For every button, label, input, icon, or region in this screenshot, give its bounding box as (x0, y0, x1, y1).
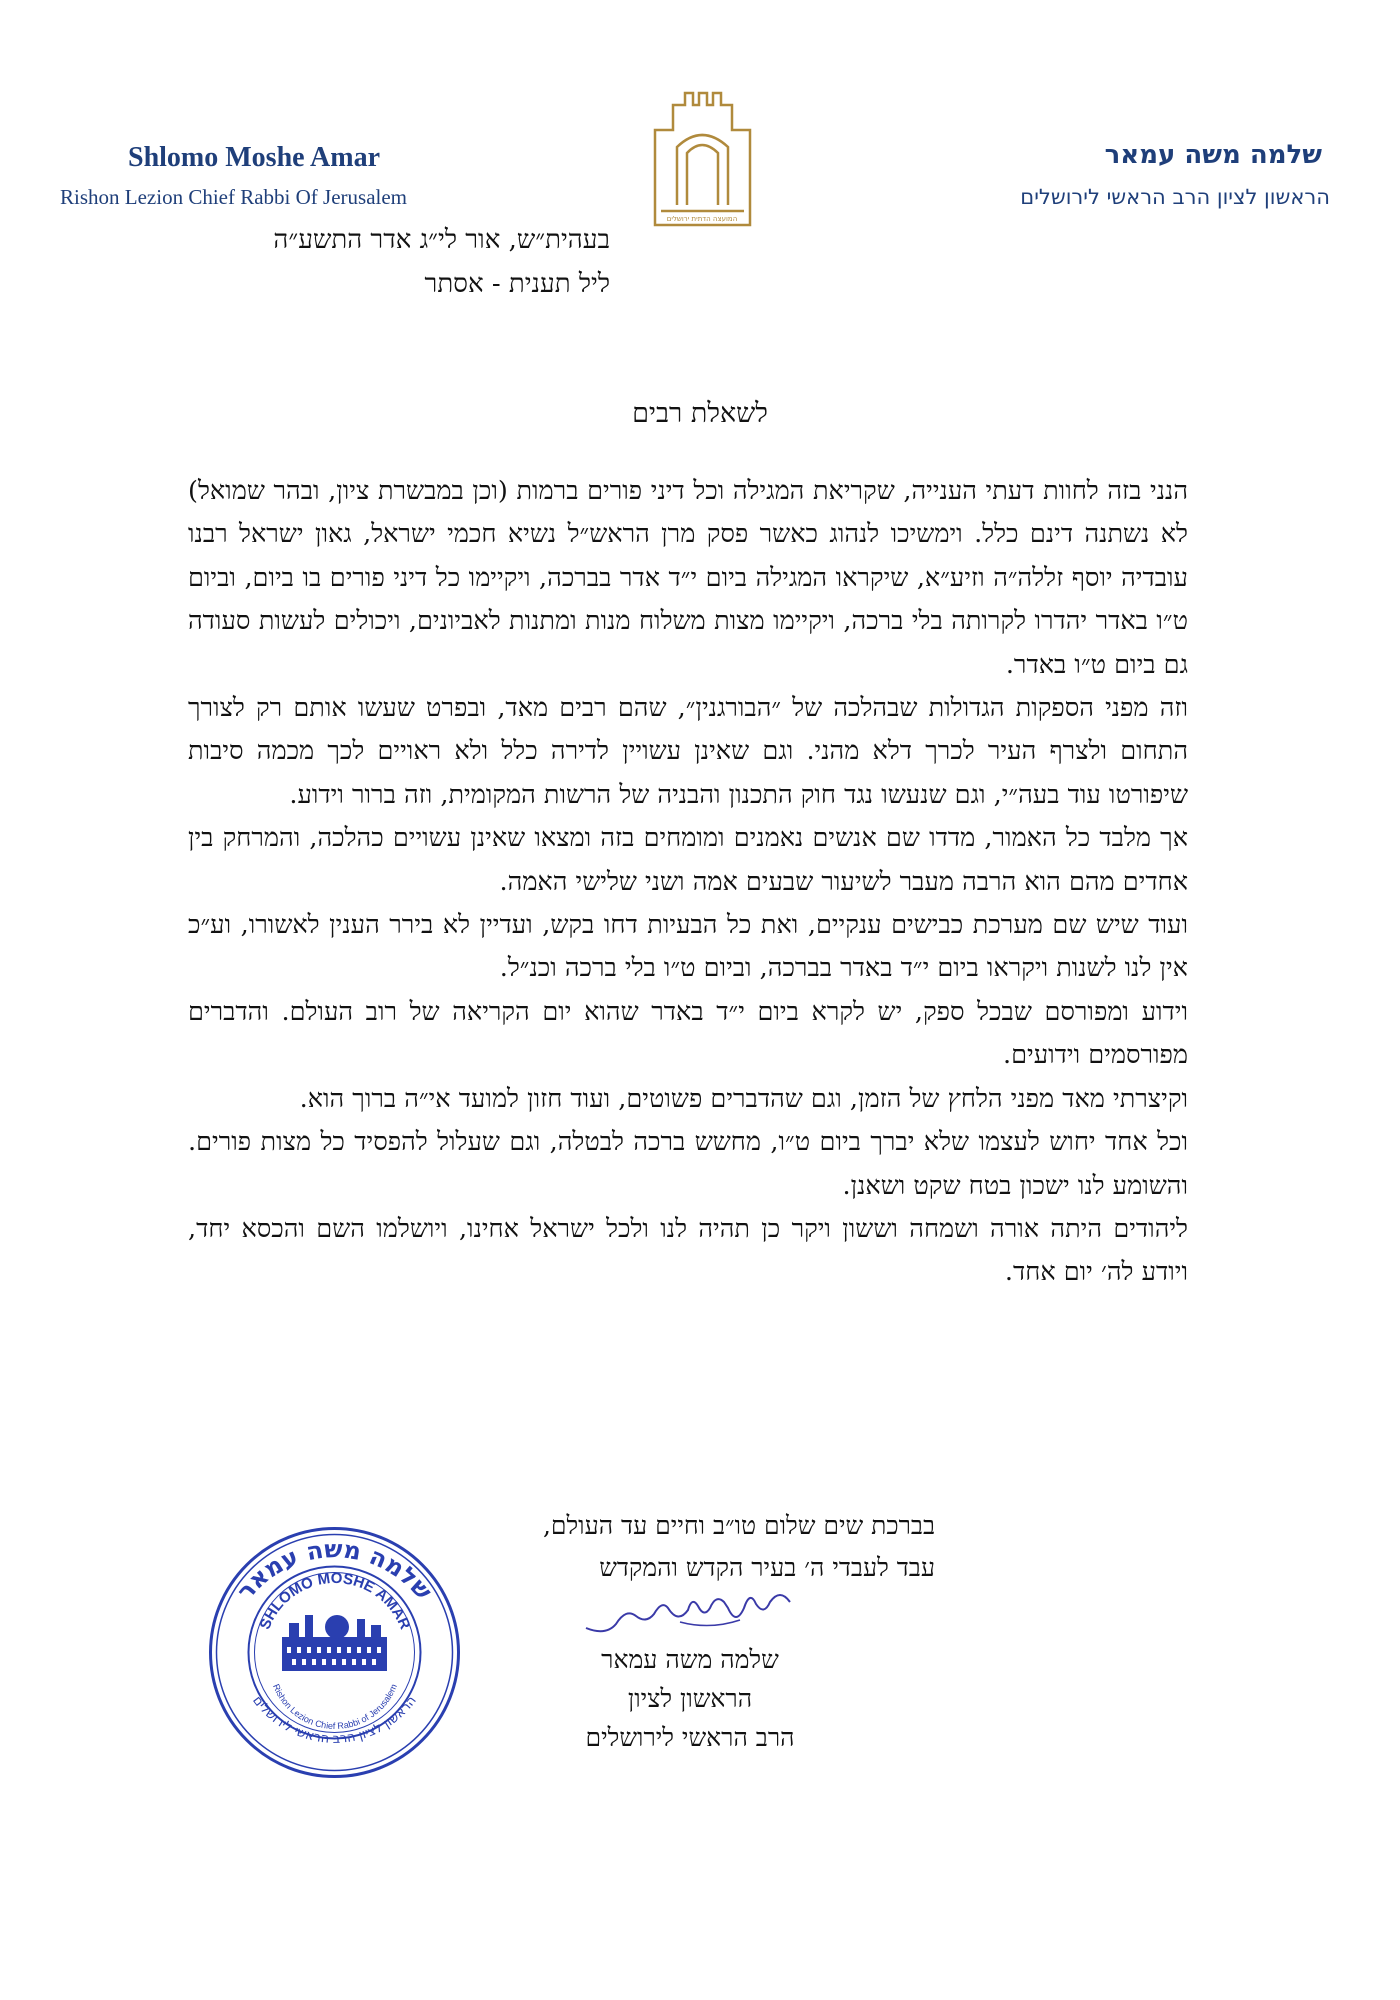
closing-block (440, 1505, 935, 1589)
closing-line: עבד לעבדי ה׳ בעיר הקדש והמקדש (599, 1553, 935, 1582)
body-paragraph: ועוד שיש שם מערכת כבישים ענקיים, ואת כל הבעיות דחו בקש, ועדיין לא בירר הענין לאשורו, וע״כ אין לנו לשנות ויקראו ביום י״ד באדר בברכה, וביום ט״ו בלי ברכה וכנ״ל. (188, 910, 1188, 984)
letterhead-name-english: Shlomo Moshe Amar (128, 142, 380, 173)
signatory-title: הרב הראשי לירושלים (585, 1723, 795, 1752)
date-line: ליל תענית - אסתר (424, 269, 610, 299)
stamp-outer-text: שלמה משה עמאר (231, 1535, 438, 1606)
letterhead-title-english: Rishon Lezion Chief Rabbi Of Jerusalem (60, 185, 408, 209)
signatory-name: שלמה משה עמאר (601, 1645, 779, 1674)
stamp-inner-bottom-text: Rishon Lezion Chief Rabbi of Jerusalem (271, 1682, 399, 1732)
svg-text:הראשון לציון הרב הראשי לירושלי (249, 1693, 420, 1746)
handwritten-signature-icon (540, 1582, 800, 1637)
body-paragraph: וידוע ומפורסם שבכל ספק, יש לקרא ביום י״ד באדר שהוא יום הקריאה של רוב העולם. והדברים מפורסמים וידועים. (188, 996, 1188, 1071)
closing-line: בברכת שים שלום טו״ב וחיים עד העולם, (542, 1511, 935, 1540)
body-paragraph: הנני בזה לחוות דעתי הענייה, שקריאת המגילה וכל דיני פורים ברמות (וכן במבשרת ציון, ובהר שמואל) לא נשתנה דינם כלל. וימשיכו לנהוג כאשר פסק מרן הראש״ל נשיא חכמי ישראל, גאון ישראל רבנו עובדיה יוסף זללה״ה וזיע״א, שיקראו המגילה ביום י״ד אדר בברכה, ויקיימו כל דיני פורים בו ביום, וביום ט״ו באדר יהדרו לקרותה בלי ברכה, ויקיימו מצות משלוח מנות ומתנות לאביונים, ויכולים לעשות סעודה גם ביום ט״ו באדר. (188, 476, 1188, 680)
signatory-title: הראשון לציון (627, 1684, 753, 1713)
date-block (140, 218, 610, 306)
stamp-outer-bottom-text: הראשון לציון הרב הראשי לירושלים (249, 1693, 420, 1747)
date-line: בעהית״ש, אור לי״ג אדר התשע״ה (273, 225, 610, 255)
letter-subject: לשאלת רבים (632, 398, 768, 429)
signatory-block (500, 1640, 880, 1757)
letter-body (188, 470, 1188, 1295)
body-paragraph: וכל אחד יחוש לעצמו שלא יברך ביום ט״ו, מחשש ברכה לבטלה, וגם שעלול להפסיד כל מצות פורים. והשומע לנו ישכון בטח שקט ושאנן. (188, 1127, 1188, 1201)
body-paragraph: וזה מפני הספקות הגדולות שבהלכה של ״הבורגנין״, שהם רבים מאד, ובפרט שעשו אותם רק לצורך התחום ולצרף העיר לכרך דלא מהני. וגם שאינן עשויין לדירה כלל ולא ראויים לכך מכמה סיבות שיפורטו עוד בעה״י, וגם שנעשו נגד חוק התכנון והבניה של הרשות המקומית, וזה ברור וידוע. (188, 693, 1188, 810)
body-paragraph: ליהודים היתה אורה ושמחה וששון ויקר כן תהיה לנו ולכל ישראל אחינו, ויושלמו השם והכסא יחד, ויודע לה׳ יום אחד. (188, 1213, 1188, 1288)
logo-text: המועצה הדתית ירושלים (666, 215, 738, 223)
stamp-inner-text: SHLOMO MOSHE AMAR (256, 1569, 414, 1632)
letterhead-name-hebrew: שלמה משה עמאר (1104, 140, 1322, 170)
round-rabbinic-seal-icon (207, 1525, 462, 1780)
tower-gate-emblem-icon (635, 85, 770, 235)
letterhead-title-hebrew: הראשון לציון הרב הראשי לירושלים (1020, 185, 1330, 209)
body-paragraph: אך מלבד כל האמור, מדדו שם אנשים נאמנים ומומחים בזה ומצאו שאינן עשויים כהלכה, והמרחק בין אחדים מהם הוא הרבה מעבר לשיעור שבעים אמה ושני שלישי האמה. (188, 823, 1188, 897)
body-paragraph: וקיצרתי מאד מפני הלחץ של הזמן, וגם שהדברים פשוטים, ועוד חזון למועד אי״ה ברוך הוא. (299, 1083, 1188, 1114)
